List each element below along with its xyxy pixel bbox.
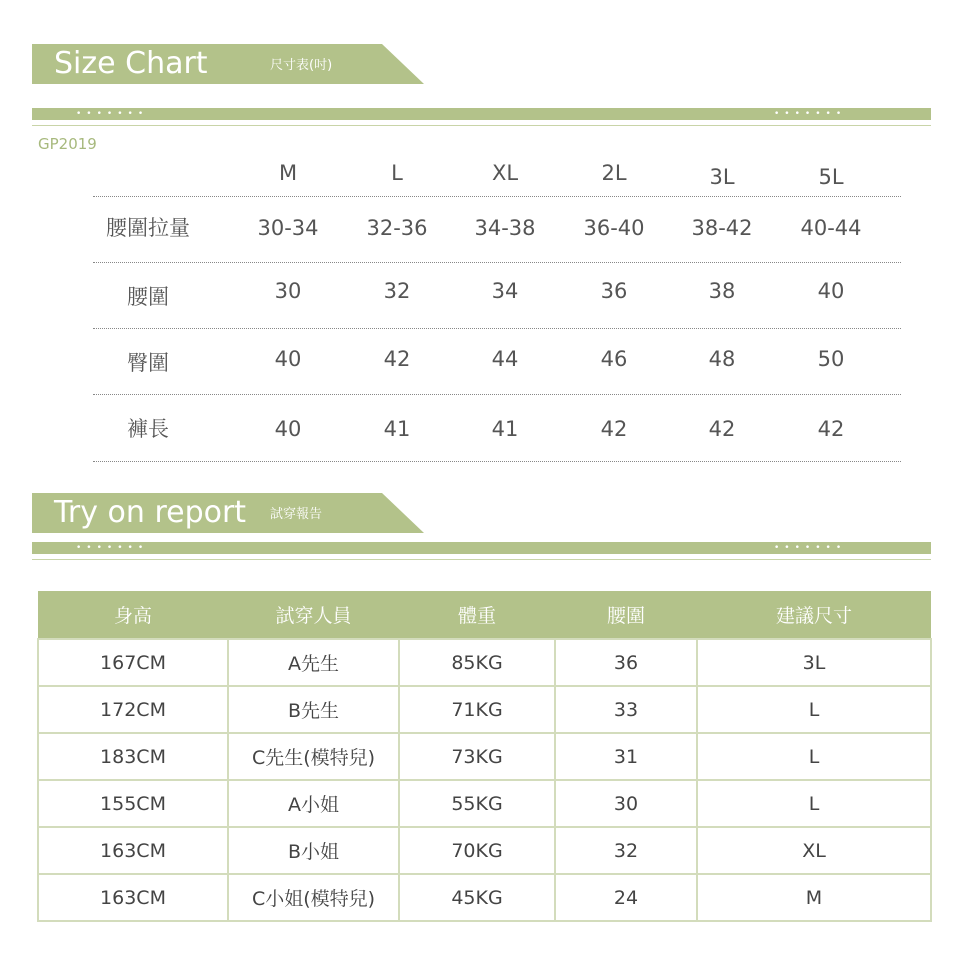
size-cell: 30-34 bbox=[257, 216, 319, 240]
size-cell: 41 bbox=[491, 417, 519, 441]
size-chart-banner bbox=[32, 44, 424, 84]
header-height: 身高 bbox=[38, 591, 228, 639]
size-row-label: 腰圍拉量 bbox=[106, 216, 190, 240]
size-chart-divider-line bbox=[32, 125, 931, 126]
header-waist: 腰圍 bbox=[555, 591, 697, 639]
size-chart-dotted-line bbox=[93, 262, 901, 263]
size-cell: 42 bbox=[600, 417, 628, 441]
table-cell: L bbox=[697, 686, 931, 733]
size-header-cell: L bbox=[391, 161, 403, 185]
table-cell: A先生 bbox=[228, 639, 399, 686]
table-cell: XL bbox=[697, 827, 931, 874]
size-row-hip bbox=[0, 344, 960, 374]
table-cell: 36 bbox=[555, 639, 697, 686]
size-cell: 34 bbox=[491, 279, 519, 303]
size-chart-title: Size Chart bbox=[54, 46, 208, 81]
size-cell: 32-36 bbox=[366, 216, 428, 240]
try-on-title: Try on report bbox=[54, 495, 247, 530]
dot-decoration-left: ••••••• bbox=[76, 109, 149, 119]
table-cell: B先生 bbox=[228, 686, 399, 733]
size-cell: 46 bbox=[600, 347, 628, 371]
table-row bbox=[38, 639, 931, 686]
size-cell: 38 bbox=[708, 279, 736, 303]
size-row-label: 褲長 bbox=[127, 417, 169, 441]
table-cell: 155CM bbox=[38, 780, 228, 827]
size-cell: 32 bbox=[383, 279, 411, 303]
table-cell: 70KG bbox=[399, 827, 555, 874]
table-cell: C小姐(模特兒) bbox=[228, 874, 399, 921]
size-chart-divider-bar bbox=[32, 108, 931, 120]
size-header-cell: 3L bbox=[709, 165, 735, 189]
table-cell: M bbox=[697, 874, 931, 921]
size-cell: 34-38 bbox=[474, 216, 536, 240]
dot-decoration-right: ••••••• bbox=[774, 543, 847, 553]
header-suggested-size: 建議尺寸 bbox=[697, 591, 931, 639]
size-chart-dotted-line bbox=[93, 394, 901, 395]
size-chart-dotted-line bbox=[93, 196, 901, 197]
table-cell: 163CM bbox=[38, 827, 228, 874]
table-cell: C先生(模特兒) bbox=[228, 733, 399, 780]
size-cell: 42 bbox=[817, 417, 845, 441]
table-cell: 3L bbox=[697, 639, 931, 686]
size-cell: 50 bbox=[817, 347, 845, 371]
table-cell: A小姐 bbox=[228, 780, 399, 827]
table-cell: 24 bbox=[555, 874, 697, 921]
size-header-cell: 5L bbox=[818, 165, 844, 189]
dot-decoration-right: ••••••• bbox=[774, 109, 847, 119]
size-cell: 30 bbox=[274, 279, 302, 303]
try-on-divider-bar bbox=[32, 542, 931, 554]
try-on-divider-line bbox=[32, 559, 931, 560]
table-cell: 167CM bbox=[38, 639, 228, 686]
size-header-cell: 2L bbox=[601, 161, 627, 185]
size-cell: 40 bbox=[817, 279, 845, 303]
size-cell: 36 bbox=[600, 279, 628, 303]
size-cell: 48 bbox=[708, 347, 736, 371]
table-cell: 55KG bbox=[399, 780, 555, 827]
table-cell: L bbox=[697, 733, 931, 780]
size-cell: 38-42 bbox=[691, 216, 753, 240]
size-row-waist bbox=[0, 276, 960, 309]
table-cell: 30 bbox=[555, 780, 697, 827]
table-cell: 31 bbox=[555, 733, 697, 780]
table-cell: 163CM bbox=[38, 874, 228, 921]
table-cell: 85KG bbox=[399, 639, 555, 686]
table-row bbox=[38, 780, 931, 827]
size-header-cell: M bbox=[278, 161, 298, 185]
size-row-waist-stretch bbox=[0, 213, 960, 243]
size-cell: 36-40 bbox=[583, 216, 645, 240]
table-cell: 172CM bbox=[38, 686, 228, 733]
size-row-label: 腰圍 bbox=[127, 285, 169, 309]
table-cell: L bbox=[697, 780, 931, 827]
table-row bbox=[38, 733, 931, 780]
header-tester: 試穿人員 bbox=[228, 591, 399, 639]
try-on-banner bbox=[32, 493, 424, 533]
size-chart-dotted-line bbox=[93, 461, 901, 462]
try-on-table bbox=[37, 591, 932, 922]
table-row bbox=[38, 874, 931, 921]
dot-decoration-left: ••••••• bbox=[76, 543, 149, 553]
size-cell: 40-44 bbox=[800, 216, 862, 240]
table-row bbox=[38, 686, 931, 733]
try-on-subtitle: 試穿報告 bbox=[270, 507, 323, 522]
table-cell: 32 bbox=[555, 827, 697, 874]
size-row-length bbox=[0, 414, 960, 444]
try-on-header-row bbox=[38, 591, 931, 639]
size-cell: 44 bbox=[491, 347, 519, 371]
header-weight: 體重 bbox=[399, 591, 555, 639]
table-cell: 71KG bbox=[399, 686, 555, 733]
size-header-row bbox=[0, 158, 960, 188]
size-chart-subtitle: 尺寸表(吋) bbox=[270, 58, 333, 73]
table-cell: 183CM bbox=[38, 733, 228, 780]
size-header-cell: XL bbox=[491, 161, 519, 185]
table-row bbox=[38, 827, 931, 874]
product-code: GP2019 bbox=[38, 135, 97, 153]
table-cell: B小姐 bbox=[228, 827, 399, 874]
size-row-label: 臀圍 bbox=[127, 351, 169, 375]
size-cell: 40 bbox=[274, 347, 302, 371]
table-cell: 33 bbox=[555, 686, 697, 733]
size-cell: 42 bbox=[708, 417, 736, 441]
size-chart-dotted-line bbox=[93, 328, 901, 329]
table-cell: 45KG bbox=[399, 874, 555, 921]
table-cell: 73KG bbox=[399, 733, 555, 780]
size-cell: 40 bbox=[274, 417, 302, 441]
size-cell: 41 bbox=[383, 417, 411, 441]
size-cell: 42 bbox=[383, 347, 411, 371]
